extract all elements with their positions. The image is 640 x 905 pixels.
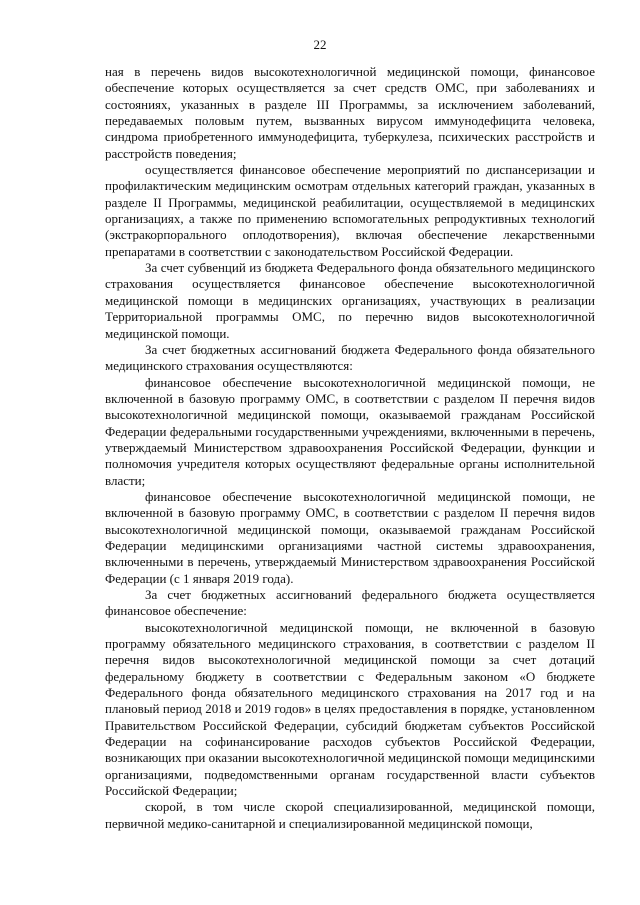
paragraph: финансовое обеспечение высокотехнологичной медицинской помощи, не включенной в базовую программу ОМС, в соответствии с разделом II перечня видов высокотехнологичной медицинской помощи, оказываемой гражданам Российской Федерации медицинскими организациями частной системы здравоохранения, включенными в перечень, утверждаемый Министерством здравоохранения Российской Федерации (с 1 января 2019 года).: [105, 488, 595, 586]
paragraph: осуществляется финансовое обеспечение мероприятий по диспансеризации и профилактическим медицинским осмотрам отдельных категорий граждан, указанных в разделе II Программы, медицинской реабилитации, осуществляемой в медицинских организациях, а также по применению вспомогательных репродуктивных технологий (экстракорпорального оплодотворения), включая обеспечение лекарственными препаратами в соответствии с законодательством Российской Федерации.: [105, 162, 595, 259]
paragraph: ная в перечень видов высокотехнологичной медицинской помощи, финансовое обеспечение которых осуществляется за счет средств ОМС, при заболеваниях и состояниях, указанных в разделе III Программы, за исключением заболеваний, передаваемых половым путем, вызванных вирусом иммунодефицита человека, синдрома приобретенного иммунодефицита, туберкулеза, психических расстройств и расстройств поведения;: [105, 64, 595, 161]
paragraph: За счет бюджетных ассигнований бюджета Федерального фонда обязательного медицинского страхования осуществляются:: [105, 341, 595, 374]
paragraph: высокотехнологичной медицинской помощи, не включенной в базовую программу обязательного медицинского страхования, в соответствии с разделом II перечня видов высокотехнологичной медицинской помощи за счет дотаций федеральному бюджету в соответствии с Федеральным законом «О бюджете Федерального фонда обязательного медицинского страхования на 2017 год и на плановый период 2018 и 2019 годов» в целях предоставления в порядке, установленном Правительством Российской Федерации, субсидий бюджетам субъектов Российской Федерации на софинансирование расходов субъектов Российской Федерации, возникающих при оказании высокотехнологичной медицинской помощи медицинскими организациями, подведомственными органам государственной власти субъектов Российской Федерации;: [105, 619, 595, 799]
paragraph: финансовое обеспечение высокотехнологичной медицинской помощи, не включенной в базовую программу ОМС, в соответствии с разделом II перечня видов высокотехнологичной медицинской помощи, оказываемой гражданам Российской Федерации федеральными государственными учреждениями, включенными в перечень, утверждаемый Министерством здравоохранения Российской Федерации, функции и полномочия учредителя которых осуществляют федеральные органы исполнительной власти;: [105, 374, 595, 488]
page-number: 22: [313, 37, 327, 52]
paragraph: За счет бюджетных ассигнований федерального бюджета осуществляется финансовое обеспечение:: [105, 587, 595, 619]
paragraph: За счет субвенций из бюджета Федерального фонда обязательного медицинского страхования осуществляется финансовое обеспечение высокотехнологичной медицинской помощи в медицинских организациях, участвующих в реализации Территориальной программы ОМС, по перечню видов высокотехнологичной медицинской помощи.: [105, 260, 595, 341]
paragraph: скорой, в том числе скорой специализированной, медицинской помощи, первичной медико-санитарной и специализированной медицинской помощи,: [105, 799, 595, 831]
document-body: [105, 64, 595, 832]
